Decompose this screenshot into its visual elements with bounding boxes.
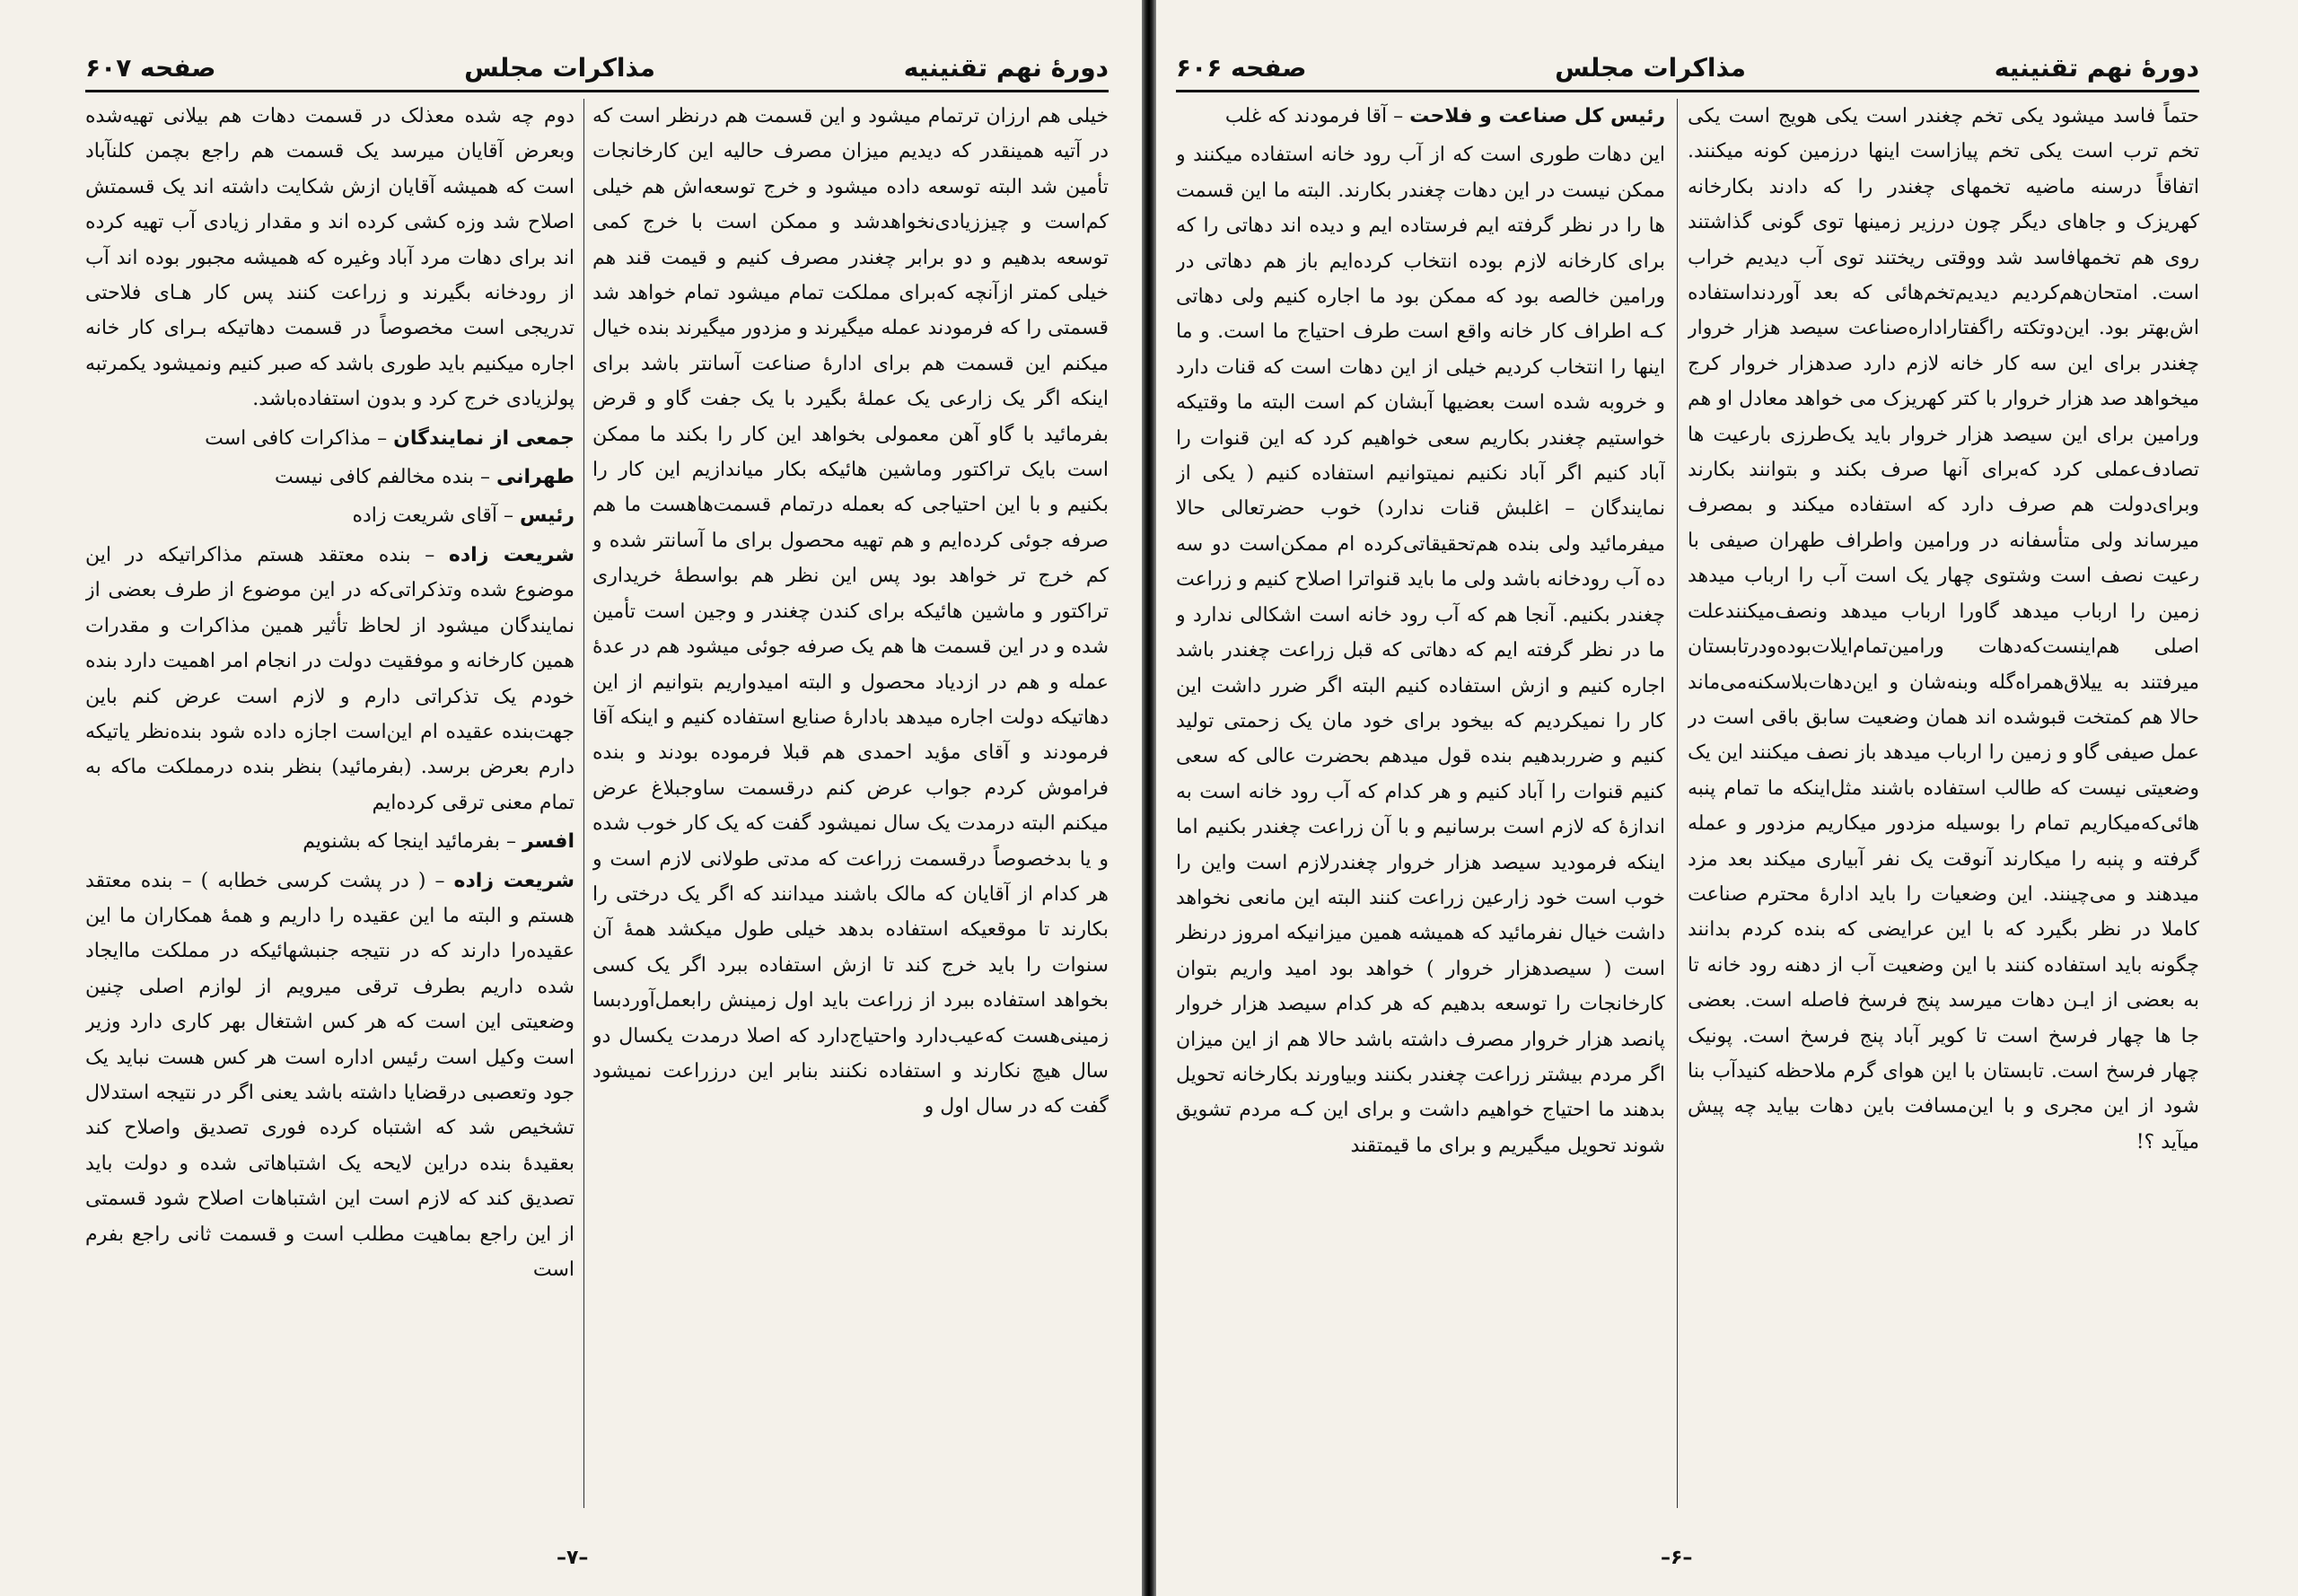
header-title: مذاکرات مجلس [464, 52, 655, 83]
speaker-name: رئیس [519, 504, 574, 528]
header-rule [85, 90, 1109, 92]
header-period: دورهٔ نهم تقنینیه [1994, 52, 2199, 83]
speaker-name: شریعت زاده [453, 869, 574, 892]
speaker-name: طهرانی [496, 466, 574, 489]
book-spine [1142, 0, 1156, 1596]
column-left [85, 99, 574, 1526]
column-divider [583, 99, 584, 1508]
paragraph: این دهات طوری است که از آب رود خانه استفاده میکنند و ممکن نیست در این دهات چغندر بکارند. البته ما این قسمت ها را در نظر گرفته ایم فرستاده ایم و دیده اند دهاتی را که برای کارخانه لازم بوده انتخاب کرده‌ایم باز هم دهاتی در ورامین خالصه بود که ممکن بود ما اجاره کنیم ولی دهاتی کـه اطراف کار خانه واقع است طرف احتیاج ما است. و ما اینها را انتخاب کردیم خیلی از این دهات است که‌ قنات دارد و خروبه شده است بعضیها آبشان کم است البته ما وقتیکه خواستیم چغندر بکاریم سعی خواهیم کرد که این قنوات را آباد کنیم اگر آباد نکنیم نمیتوانیم استفاده کنیم ( یکی از نمایندگان – اغلبش قنات ندارد) خوب حضرتعالی حالا میفرمائید ولی بنده هم‌تحقیقاتی‌کرده‌ ام ممکن‌است دو سه ده آب رودخانه باشد ولی ما باید قنواترا اصلاح کنیم و زراعت چغندر بکنیم. آنجا هم که آب رود خانه است اشکالی ندارد و ما در نظر گرفته ایم که دهاتی که قبل زراعت چغندر باشد اجاره کنیم و ازش استفاده کنیم البته اگر ضرر داشت این کار را نمیکردیم که بیخود برای خود مان یک زحمتی تولید کنیم و ضرربدهیم بنده قول میدهم بحضرت عالی که سعی کنیم قنوات را آباد کنیم و هر کدام که آب رود خانه است به اندازهٔ که لازم است برسانیم و با آن زراعت چغندر بکنیم اما اینکه فرمودید سیصد هزار خروار چغندرلازم است واین را خوب است خود زارعین زراعت کنند البته این مانعی نخواهد داشت خیال نفرمائید که همیشه همین میزانیکه امروز درنظر است ( سیصدهزار خروار ) خواهد بود امید واریم بتوان کارخانجات را توسعه بدهیم که هر کدام سیصد هزار خروار پانصد هزار خروار مصرف داشته باشد حالا هم از این میزان اگر مردم بیشتر زراعت چغندر بکنند وبیاورند بکارخانه تحویل بدهند ما احتیاج خواهیم داشت و برای این کـه مردم تشویق شوند تحویل میگیریم و برای ما قیمتقند [1176, 144, 1665, 1157]
speaker-name: رئیس کل صناعت و فلاحت [1409, 105, 1665, 127]
header-period: دورهٔ نهم تقنینیه [903, 52, 1109, 83]
header-rule [1176, 90, 2199, 92]
header-page-number: صفحه ۶۰۷ [85, 52, 216, 83]
column-left [1176, 99, 1665, 1526]
speaker-name: جمعی از نمایندگان [393, 426, 574, 450]
speech-text: – مذاکرات کافی است [205, 426, 388, 450]
header-title: مذاکرات مجلس [1555, 52, 1746, 83]
page-607 [0, 0, 1140, 1596]
column-right [1688, 99, 2199, 1526]
speech-text: – بنده معتقد هستم مذاکراتیکه در این موضوع شده وتذکراتی‌که در این موضوع از طرف بعضی از نمایندگان میشود از لحاظ تأثیر همین مذاکرات و مقدرات همین کارخانه و موفقیت دولت در انجام امر اهمیت دارد بنده خودم یک تذکراتی دارم و لازم است عرض کنم باین جهت‌بنده عقیده ام این‌است اجازه داده شود بنده‌نظر یاتیکه دارم بعرض برسد. (بفرمائید) بنظر بنده درمملکت ماکه به تمام معنی ترقی کرده‌ایم [85, 543, 574, 814]
speaker-line [85, 538, 574, 820]
speaker-line [85, 864, 574, 1288]
speaker-line [85, 824, 574, 859]
speaker-name: شریعت زاده [448, 543, 574, 566]
column-right [592, 99, 1109, 1526]
paragraph: دوم چه شده معذلک در قسمت دهات هم بیلانی تهیه‌شده وبعرض آقایان میرسد یک قسمت هم راجع بچمن کلنآباد است که همیشه آقایان ازش شکایت داشته اند یک قسمتش اصلاح شد وزه کشی کرده اند و مقدار زیادی آب تهیه کرده اند برای دهات مرد آباد وغیره که همیشه مجبور بوده اند آب از رودخانه بگیرند و زراعت کنند پس کار هـای فلاحتی تدریجی است مخصوصاً در قسمت دهاتیکه بـرای کار خانه اجاره میکنیم باید طوری باشد که صبر کنیم ونمیشود یکمرتبه پولزیادی خرج کرد و بدون استفاده‌باشد. [85, 105, 574, 411]
speech-text: – بنده مخالفم کافی نیست [275, 466, 490, 489]
paragraph: خیلی هم ارزان ترتمام میشود و این قسمت هم درنظر است که در آتیه همینقدر که دیدیم میزان مصرف حالیه این کارخانجات تأمین شد البته توسعه داده میشود و خرج توسعه‌اش هم خیلی کم‌است و چیززیادی‌نخواهدشد و ممکن است با خرج کمی توسعه بدهیم و دو برابر چغندر مصرف کنیم و قیمت قند هم خیلی کمتر ازآنچه که‌برای مملکت تمام میشود تمام خواهد شد قسمتی را که فرمودند عمله میگیرند و مزدور میگیرند بنده خیال میکنم این قسمت هم برای ادارهٔ صناعت آسانتر باشد برای اینکه اگر یک زارعی یک عملهٔ بگیرد با یک جفت گاو و قرض بفرمائید با گاو آهن معمولی بخواهد این کار را بکند ما ممکن است بایک تراکتور وماشین هائیکه بکار میاندازیم این کار را بکنیم و با این احتیاجی که بعمله درتمام قسمت‌هاهست ما هم صرفه جوئی کرده‌ایم و هم تهیه محصول برای ما آسانتر شده و کم خرج تر خواهد بود پس این نظر هم بواسطهٔ خریداری تراکتور و ماشین هائیکه برای کندن چغندر و وجین است تأمین شده و در این قسمت ها هم یک صرفه جوئی میشود هم در عدهٔ عمله و هم در ازدیاد محصول و البته امیدواریم بتوانیم از این دهاتیکه دولت اجاره میدهد بادارهٔ صنایع استفاده کنیم و اینکه آقا فرمودند و آقای مؤید احمدی هم قبلا فرموده بودند و بنده فراموش کردم جواب عرض کنم درقسمت ساوجبلاغ عرض میکنم البته درمدت یک سال نمیشود گفت که یک کار خوب شده و یا بدخصوصاً درقسمت زراعت که مدتی طولانی لازم است و هر کدام از آقایان که مالک باشند میدانند که اگر یک درختی را بکارند تا موقعیکه استفاده بدهد خیلی طول میکشد همهٔ آن سنوات را باید خرج کند تا ازش استفاده ببرد اگر یک کسی بخواهد استفاده ببرد از زراعت باید اول زمینش را‌بعمل‌آوردبسا زمینی‌هست که‌عیب‌دارد واحتیاج‌دارد که اصلا درمدت یکسال دو سال هیچ نکارند و استفاده نکنند بنابر این درزراعت نمیشود گفت که در سال اول و [592, 105, 1109, 1118]
page-folio: –۶– [1661, 1547, 1693, 1569]
speaker-name: افسر [522, 830, 574, 854]
speaker-line [85, 498, 574, 533]
speaker-line [85, 460, 574, 495]
page-header [1176, 49, 2199, 85]
page-606 [1158, 0, 2298, 1596]
paragraph: حتماً فاسد میشود یکی تخم چغندر است یکی هویج است یکی تخم ترب است یکی تخم پیازاست اینها درزمین کونه میکنند. اتفاقاً درسنه ماضیه تخمهای چغندر را که دادند بکارخانه کهریزک و جاهای دیگر چون درزیر زمینها توی گونی گذاشتند روی هم تخمهافاسد شد ووقتی ریختند توی آب دیدیم خراب است. امتحان‌هم‌کردیم دیدیم‌تخم‌هائی که بعد آوردند‌استفاده اش‌بهتر بود. این‌دوتکته راگفتاراداره‌صناعت سیصد هزار خروار چغندر برای این سه کار خانه لازم دارد صدهزار خروار کرج میخواهد صد هزار خروار با کتر کهریزک می خواهد معادل او هم ورامین برای این سیصد هزار خروار باید یک‌طرزی بارعیت ها تصادف‌عملی کرد که‌برای آنها صرف بکند و بتوانند بکارند وبرای‌دولت هم صرف دارد که استفاده میکند و بمصرف میرساند ولی متأسفانه در ورامین واطراف طهران صیفی با رعیت نصف است وشتوی چهار یک است آب را ارباب میدهد زمین را ارباب میدهد گاورا ارباب میدهد ونصف‌میکنندعلت اصلی هم‌اینست‌که‌دهات ورامین‌تمام‌ایلات‌بوده‌ودرتابستان میرفتند به ییلاق‌همراه‌گله وبنه‌شان و این‌دهات‌بلاسکنه‌می‌ماند حالا هم کمتخت قبوشده اند همان وضعیت سابق باقی است در عمل صیفی گاو و زمین را ارباب میدهد باز نصف میکنند این یک وضعیتی نیست که طالب استفاده باشند مثل‌اینکه ما تمام پنبه هائی‌که‌میکاریم تمام را بوسیله مزدور میکاریم مزدور و عمله گرفته و پنبه را میکارند آنوقت یک نفر آبیاری میکند بعد مزد میدهند و می‌چینند. این وضعیات را باید ادارهٔ محترم صناعت کاملا در نظر بگیرد که با این عرایضی که بنده کردم بدانند چگونه باید استفاده کنند با این وضعیت آب از دهنه رود خانه تا به بعضی از ایـن دهات میرسد پنج فرسخ فاصله است. بعضی جا ها چهار فرسخ است تا کویر آباد پنج فرسخ است. پونیک چهار فرسخ است. تابستان با این هوای گرم ملاحظه کنیدآب بنا شود از این مجری و با این‌مسافت باین دهات بیاید چه پیش میآید ؟! [1688, 105, 2199, 1153]
page-header [85, 49, 1109, 85]
speech-text: – آقا فرمودند که غلب [1224, 105, 1404, 127]
column-divider [1677, 99, 1678, 1508]
speech-text: – ( در پشت کرسی خطابه ) – بنده معتقد هستم و البته ما این عقیده را داریم و همهٔ همکاران ما این عقیده‌را دارند که در نتیجه جنبشهائیکه در مملکت ماایجاد شده داریم بطرف ترقی میرویم از لوازم اصلی چنین وضعیتی این است که هر کس اشتغال بهر کاری دارد وزیر است وکیل است رئیس اداره است هر کس هست نباید یک جود وتعصبی درقضایا داشته باشد یعنی اگر در نتیجه استدلال تشخیص شد که اشتباه کرده فوری تصدیق واصلاح کند بعقیدهٔ بنده دراین لایحه یک اشتباهاتی شده و دولت باید تصدیق کند که لازم است این اشتباهات اصلاح شود قسمتی از این راجع بماهیت مطلب است و قسمت ثانی راجع بفرم است [85, 869, 574, 1281]
page-folio: –۷– [557, 1547, 589, 1569]
speaker-line [85, 421, 574, 456]
header-page-number: صفحه ۶۰۶ [1176, 52, 1307, 83]
speech-text: – آقای شریعت زاده [352, 504, 513, 528]
speaker-line [1176, 99, 1665, 134]
speech-text: – بفرمائید اینجا که بشنویم [303, 830, 516, 854]
